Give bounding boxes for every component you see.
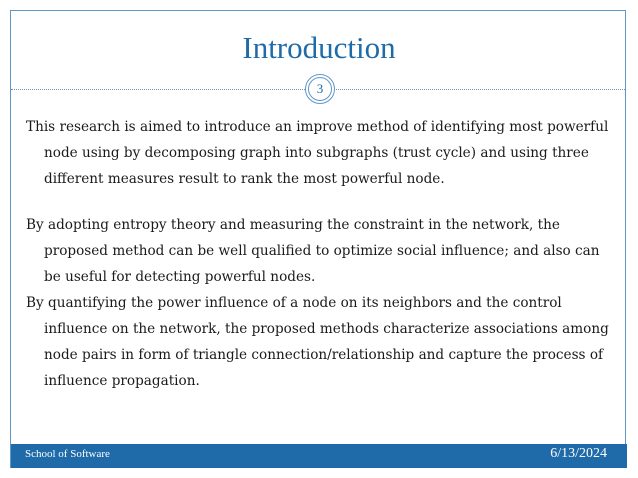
- paragraph-2: By adopting entropy theory and measuring the constraint in the network, the proposed method can be well qualified to optimize social influence; and also can be useful for detecting powerful nodes.: [26, 217, 600, 285]
- paragraph-gap: [26, 192, 612, 212]
- page-number: 3: [308, 77, 332, 101]
- slide-body: [26, 114, 612, 394]
- page-number-badge: [305, 74, 335, 104]
- footer-school-name: School of Software: [25, 448, 110, 460]
- footer-bar: [11, 444, 627, 468]
- paragraph-1: This research is aimed to introduce an improve method of identifying most powerful node using by decomposing graph into subgraphs (trust cycle) and using three different measures result to rank the most powerful node.: [26, 119, 609, 187]
- footer-date: 6/13/2024: [550, 446, 607, 461]
- paragraph-3: By quantifying the power influence of a node on its neighbors and the control influence on the network, the proposed methods characterize associations among node pairs in form of triangle connection/relationship and capture the process of influence propagation.: [26, 295, 609, 389]
- slide-title: Introduction: [242, 30, 396, 65]
